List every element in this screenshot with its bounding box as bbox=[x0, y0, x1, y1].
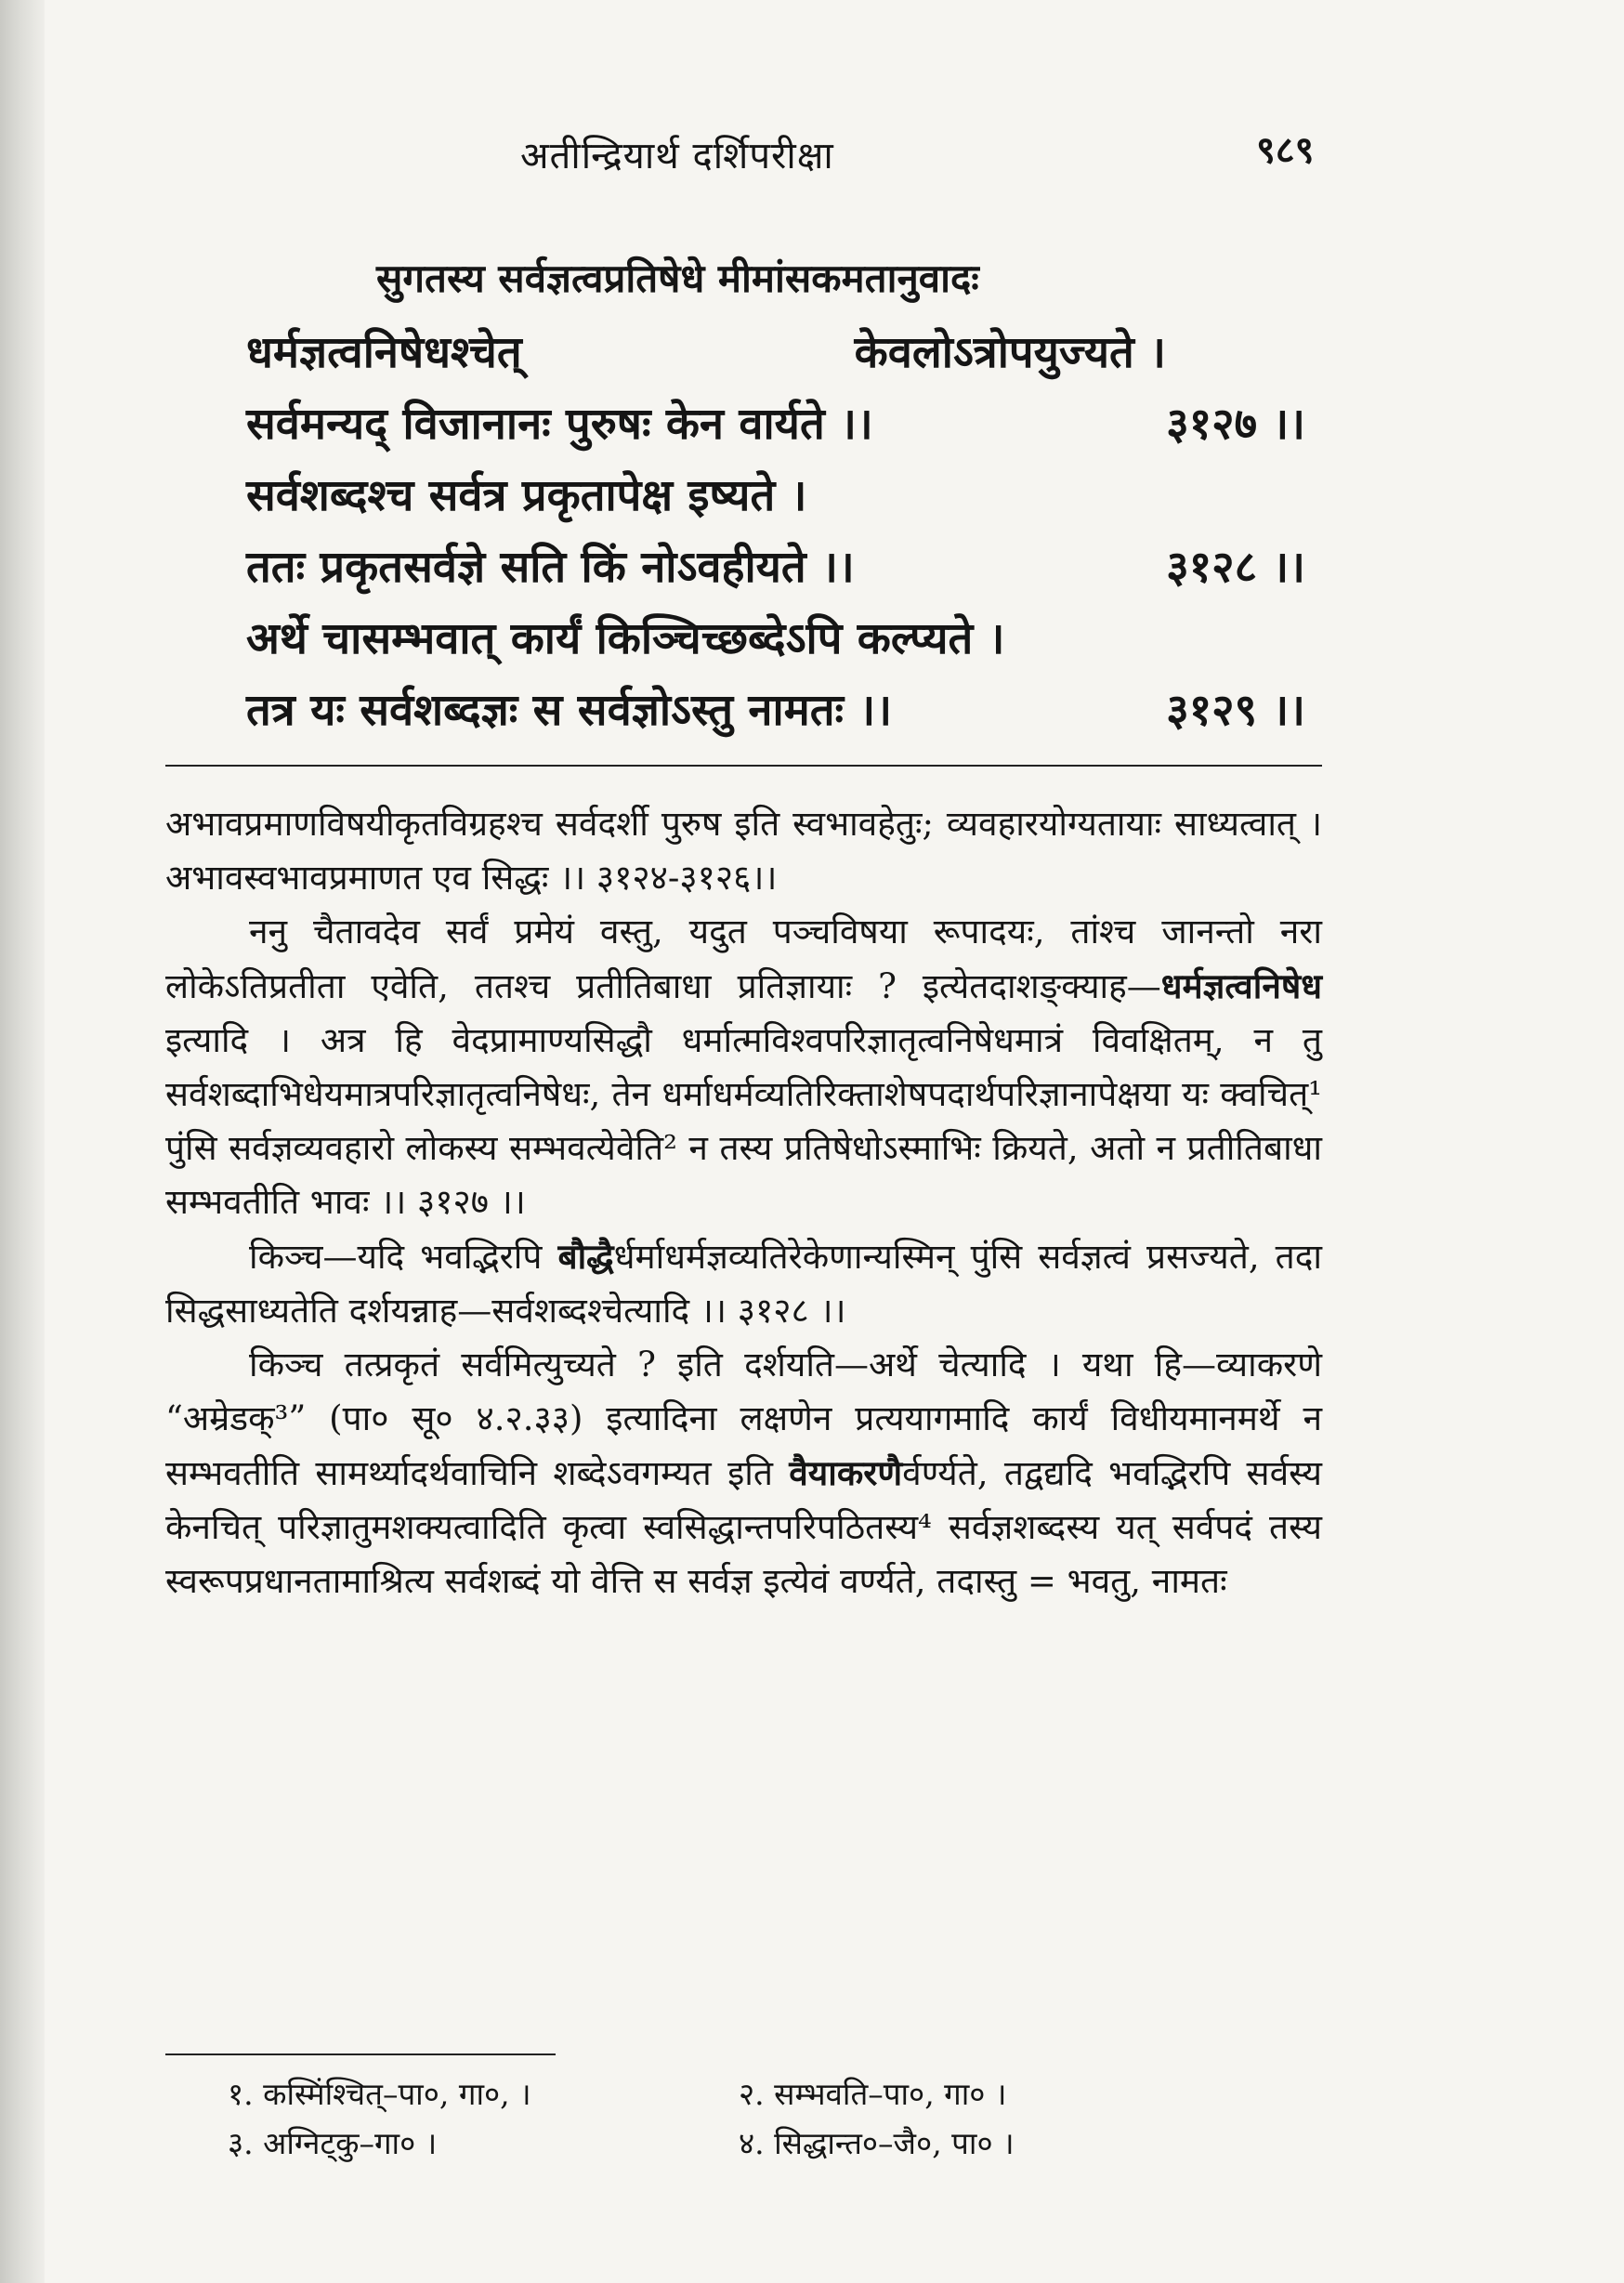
verse-line bbox=[246, 535, 1305, 595]
commentary-paragraph bbox=[165, 1229, 1322, 1338]
verse-text: ततः प्रकृतसर्वज्ञे सति किं नोऽवहीयते ।। bbox=[246, 542, 855, 593]
commentary-paragraph bbox=[165, 1338, 1322, 1608]
section-heading: सुगतस्य सर्वज्ञत्वप्रतिषेधे मीमांसकमतानुवादः bbox=[376, 256, 979, 301]
paragraph-text: र्धर्माधर्मज्ञव्यतिरेकेणान्यस्मिन् पुंसि सर्वज्ञत्वं प्रसज्यते, तदा सिद्धसाध्यतेति दर्शयन्नाह—सर्वशब्दश्चेत्यादि ।। ३१२८ ।। bbox=[165, 1237, 1322, 1331]
keyword: धर्मज्ञत्वनिषेध bbox=[1160, 965, 1322, 1006]
footnote-row bbox=[228, 2121, 1250, 2163]
footnote: २. सम्भवति–पा०, गा० । bbox=[739, 2076, 1007, 2112]
paragraph-text: किञ्च तत्प्रकृतं सर्वमित्युच्यते ? इति दर्शयति—अर्थे चेत्यादि । यथा हि—व्याकरणे “अम्रेडक्³” (पा० सू० ४.२.३३) इत्यादिना लक्षणेन प्रत्ययागमादि कार्यं विधीयमानमर्थे न सम्भवतीति सामर्थ्यादर्थवाचिनि शब्देऽवगम्यत इति bbox=[165, 1345, 1322, 1493]
verse-text: सर्वमन्यद् विजानानः पुरुषः केन वार्यते ।। bbox=[246, 399, 873, 450]
paragraph-text: इत्यादि । अत्र हि वेदप्रामाण्यसिद्धौ धर्मात्मविश्वपरिज्ञातृत्वनिषेधमात्रं विवक्षितम्, न तु सर्वशब्दाभिधेयमात्रपरिज्ञातृत्वनिषेधः, तेन धर्माधर्मव्यतिरिक्ताशेषपदार्थपरिज्ञानापेक्षया यः क्वचित्¹ पुंसि सर्वज्ञव्यवहारो लोकस्य सम्भवत्येवेति² न तस्य प्रतिषेधोऽस्माभिः क्रियते, अतो न प्रतीतिबाधा सम्भवतीति भावः ।। ३१२७ ।। bbox=[165, 1020, 1322, 1222]
footnote: ३. अग्निट्कु–गा० । bbox=[228, 2125, 438, 2161]
keyword: वैयाकरणै bbox=[789, 1452, 903, 1493]
running-head: अतीन्द्रियार्थ दर्शिपरीक्षा bbox=[520, 135, 834, 177]
book-binding-shadow bbox=[0, 0, 45, 2283]
footnote-row bbox=[228, 2072, 1250, 2114]
verse-number: ३१२८ ।। bbox=[1166, 542, 1305, 593]
verse-text: तत्र यः सर्वशब्दज्ञः स सर्वज्ञोऽस्तु नामतः ।। bbox=[246, 685, 893, 736]
verse-text: सर्वशब्दश्च सर्वत्र प्रकृतापेक्ष इष्यते । bbox=[246, 470, 807, 521]
paragraph-text: किञ्च—यदि भवद्भिरपि bbox=[249, 1237, 558, 1277]
paragraph-text: ननु चैतावदेव सर्वं प्रमेयं वस्तु, यदुत पञ्चविषया रूपादयः, तांश्च जानन्तो नरा लोकेऽतिप्रतीता एवेति, ततश्च प्रतीतिबाधा प्रतिज्ञायाः ? इत्येतदाशङ्क्याह— bbox=[165, 912, 1322, 1006]
footnote: १. कस्मिंश्चित्–पा०, गा०, । bbox=[228, 2076, 531, 2112]
verse-divider-rule bbox=[165, 765, 1322, 767]
verse-line bbox=[246, 321, 1305, 380]
keyword: बौद्धै bbox=[557, 1236, 614, 1277]
verse-number: ३१२७ ।। bbox=[1166, 399, 1305, 450]
verse-text: अर्थे चासम्भवात् कार्यं किञ्चिच्छब्देऽपि कल्प्यते । bbox=[246, 613, 1005, 664]
commentary-paragraph bbox=[165, 905, 1322, 1229]
verse-text: धर्मज्ञत्वनिषेधश्चेत् bbox=[246, 327, 522, 378]
verse-line bbox=[246, 678, 1305, 738]
commentary-paragraph: अभावप्रमाणविषयीकृतविग्रहश्च सर्वदर्शी पुरुष इति स्वभावहेतुः; व्यवहारयोग्यतायाः साध्यत्वात् । अभावस्वभावप्रमाणत एव सिद्धः ।। ३१२४-३१२६।। bbox=[165, 804, 1322, 898]
verse-line bbox=[246, 607, 1305, 666]
verse-line bbox=[246, 392, 1305, 452]
commentary bbox=[165, 797, 1322, 1608]
paragraph-text: र्वर्ण्यते, तद्वद्यदि भवद्भिरपि सर्वस्य केनचित् परिज्ञातुमशक्यत्वादिति कृत्वा स्वसिद्धान्तपरिपठितस्य⁴ सर्वज्ञशब्दस्य यत् सर्वपदं तस्य स्वरूपप्रधानतामाश्रित्य सर्वशब्दं यो वेत्ति स सर्वज्ञ इत्येवं वर्ण्यते, तदास्तु = भवतु, नामतः bbox=[165, 1453, 1322, 1601]
verse-text: केवलोऽत्रोपयुज्यते । bbox=[854, 327, 1166, 378]
footnote-rule bbox=[165, 2053, 556, 2055]
footnote: ४. सिद्धान्त०–जै०, पा० । bbox=[739, 2125, 1015, 2161]
page-number: ९८९ bbox=[1256, 128, 1315, 172]
verse-line bbox=[246, 464, 1305, 523]
verse-number: ३१२९ ।। bbox=[1166, 685, 1305, 736]
